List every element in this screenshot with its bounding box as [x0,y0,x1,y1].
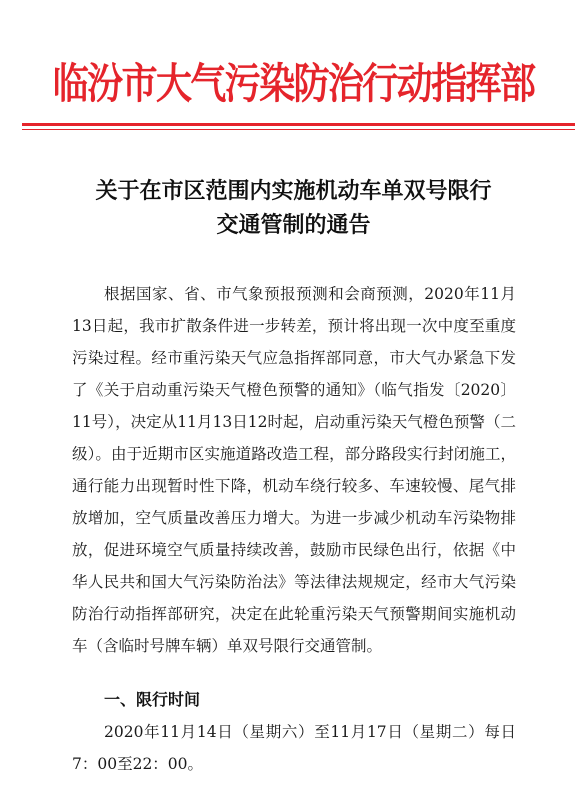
section-heading-restriction-time: 一、限行时间 [104,690,201,709]
section-text-restriction-time: 2020年11月14日（星期六）至11月17日（星期二）每日7：00至22：00。 [72,723,516,773]
header-red-rule-thin [22,129,575,130]
notice-title [0,175,587,243]
issuer-header: 临汾市大气污染防治行动指挥部 [52,59,535,108]
notice-title-line2: 交通管制的通告 [216,213,371,238]
header-red-rule-thick [22,123,575,126]
notice-title-line1: 关于在市区范围内实施机动车单双号限行 [95,179,492,204]
body-paragraph: 根据国家、省、市气象预报预测和会商预测，2020年11月13日起，我市扩散条件进一步转差，预计将出现一次中度至重度污染过程。经市重污染天气应急指挥部同意，市大气办紧急下发了《关于启动重污染天气橙色预警的通知》（临气指发〔2020〕11号），决定从11月13日12时起，启动重污染天气橙色预警（二级）。由于近期市区实施道路改造工程，部分路段实行封闭施工，通行能力出现暂时性下降，机动车绕行较多、车速较慢、尾气排放增加，空气质量改善压力增大。为进一步减少机动车污染物排放，促进环境空气质量持续改善，鼓励市民绿色出行，依据《中华人民共和国大气污染防治法》等法律法规规定，经市大气污染防治行动指挥部研究，决定在此轮重污染天气预警期间实施机动车（含临时号牌车辆）单双号限行交通管制。 [72,285,516,655]
